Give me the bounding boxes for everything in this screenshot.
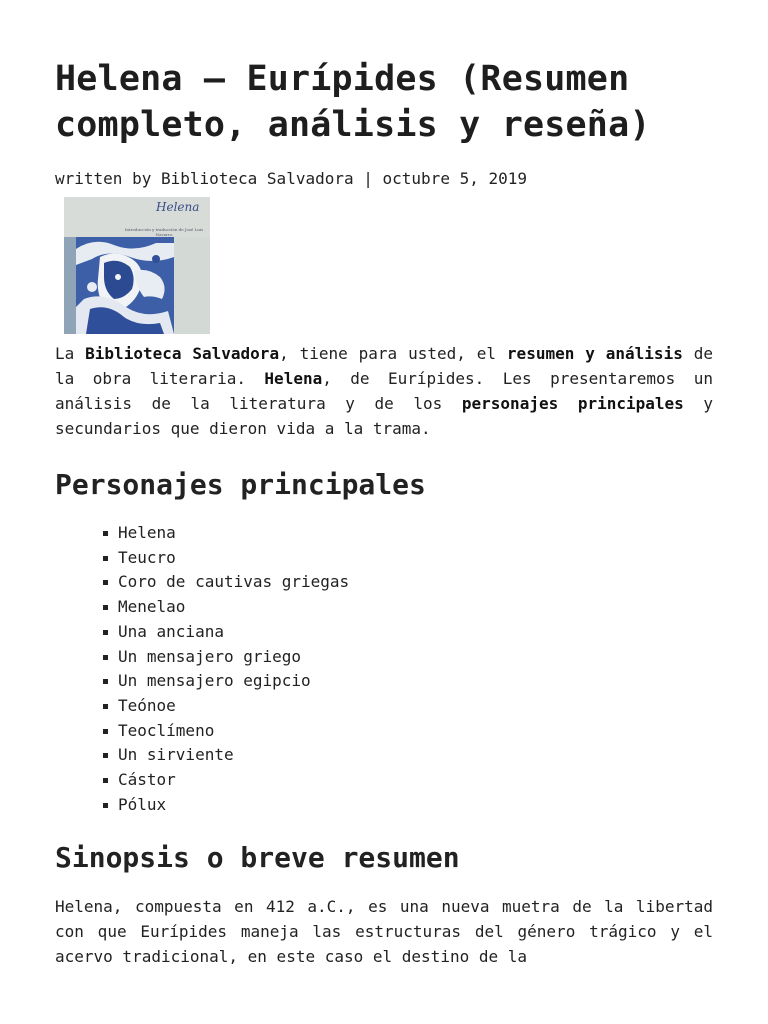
intro-text-1: La <box>55 344 86 363</box>
characters-list <box>55 521 713 817</box>
intro-text-3: de la obra literaria. <box>55 344 713 388</box>
list-item: Teoclímeno <box>103 719 713 744</box>
intro-paragraph <box>55 341 713 441</box>
cover-title: Helena <box>156 200 200 214</box>
synopsis-paragraph: Helena, compuesta en 412 a.C., es una nueva muetra de la libertad con que Eurípides maneja las estructuras del género trágico y el acervo tradicional, en este caso el destino de la <box>55 897 713 967</box>
intro-text-4: , de Eurípides. Les presentaremos un análisis de la literatura y de los <box>55 369 713 413</box>
characters-heading: Personajes principales <box>55 468 426 501</box>
intro-text-5: y secundarios que dieron vida a la trama. <box>55 394 714 438</box>
intro-bold-helena: Helena <box>264 369 323 388</box>
cover-illustration <box>64 237 210 334</box>
cover-subtitle: Introducción y traducción de José Luis Navarro <box>124 227 204 237</box>
intro-bold-library: Biblioteca Salvadora <box>85 344 280 363</box>
list-item: Coro de cautivas griegas <box>103 570 713 595</box>
list-item: Un mensajero griego <box>103 645 713 670</box>
article-title: Helena – Eurípides (Resumen completo, análisis y reseña) <box>55 59 651 145</box>
list-item: Una anciana <box>103 620 713 645</box>
list-item: Helena <box>103 521 713 546</box>
list-item: Pólux <box>103 793 713 818</box>
list-item: Teucro <box>103 546 713 571</box>
list-item: Teónoe <box>103 694 713 719</box>
list-item: Un sirviente <box>103 743 713 768</box>
list-item: Un mensajero egipcio <box>103 669 713 694</box>
intro-bold-summary: resumen y análisis <box>506 344 683 363</box>
list-item: Cástor <box>103 768 713 793</box>
intro-text-2: , tiene para usted, el <box>279 344 507 363</box>
synopsis-heading: Sinopsis o breve resumen <box>55 841 460 875</box>
intro-bold-characters: personajes principales <box>461 394 684 413</box>
book-cover-image <box>64 197 210 334</box>
list-item: Menelao <box>103 595 713 620</box>
article-byline: written by Biblioteca Salvadora | octubre 5, 2019 <box>55 169 528 188</box>
